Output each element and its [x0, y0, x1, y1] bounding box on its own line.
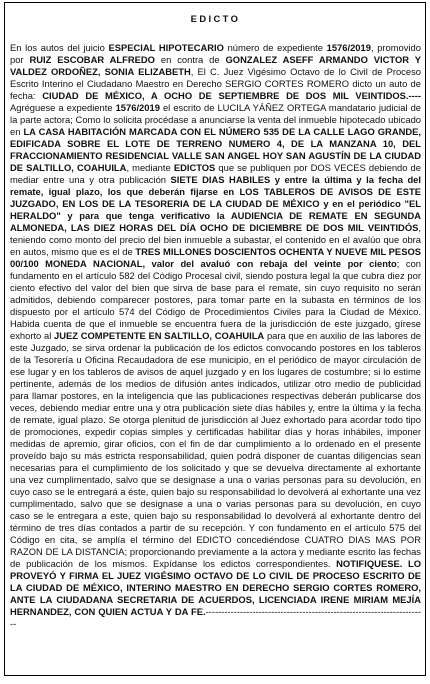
edict-body [10, 42, 421, 630]
text-run: En los autos del juicio [10, 42, 109, 53]
edict-document [4, 2, 426, 676]
text-run: Agréguese a expediente [10, 102, 116, 113]
text-run: en contra de [154, 54, 226, 65]
bold-text-run: JUEZ COMPETENTE EN SALTILLO, COAHUILA [54, 330, 265, 341]
bold-text-run: LA CASA HABITACIÓN MARCADA CON EL NÚMERO 535 DE LA CALLE LAGO GRANDE, EDIFICADA SOBRE EL LOTE DE TERRENO NUMERO 4, DE LA MANZANA 10, DEL FRACCIONAMIENTO RESIDENCIAL VALLE SAN ANGEL HOY SAN AGUSTÍN DE LA CIUDAD DE SALTILLO, COAHUILA [10, 126, 421, 173]
bold-text-run: GONZALEZ ASEFF ARMANDO VICTOR Y VALDEZ ORDOÑEZ, SONIA ELIZABETH [10, 54, 422, 77]
text-run: , teniendo como monto del precio del bien inmueble a subastar, el contenido en el avalúo que obra en autos, mismo que es el de [10, 222, 421, 257]
bold-text-run: CIUDAD DE MÉXICO, A OCHO DE SEPTIEMBRE DE DOS MIL VEINTIDOS.---- [42, 90, 421, 101]
bold-text-run: TRES MILLONES DOSCIENTOS OCHENTA Y NUEVE MIL PESOS 00/100 MONEDA NACIONAL, valor del avaluó con rebaja del veinte por ciento [10, 246, 421, 269]
text-run: número de expediente [223, 42, 327, 53]
text-run: para que en auxilio de las labores de este Juzgado, se sirva ordenar la publicación de los edictos convocando postores en los tableros de la Tesorería u Oficina Recaudadora de ese municipio, en el periódico de mayor circulación de ese lugar y en los tableros de avisos de aquel juzgado y en los lugares de costumbre; si lo estime pertinente, además de los medios de difusión antes indicados, utilizar otro medio de publicidad para llamar postores, en la inteligencia que las publicaciones respectivas deberán publicarse dos veces, debiendo mediar entre una y otra publicación siete días hábiles y, entre la última y la fecha de remate, igual plazo. Se otorga plenitud de jurisdicción al Juez exhortado para acordar todo tipo de promociones, expedir copias simples y certificadas habilitar días y horas inhábiles, imponer medidas de apremio, girar oficios, con el fin de dar cumplimiento a lo ordenado en el presente proveído bajo su más estricta responsabilidad, quien podrá disponer de cuantas diligencias sean necesarias para el cumplimiento de los solicitado y que se devuelva directamente al exhortante una vez cumplimentado, salvo que se designase a una o varias personas para su devolución, en cuyo caso se le entregará a éste, quien bajo su responsabilidad lo devolverá al exhortante una vez cumplimentado, salvo que se designase a una o varias personas para su devolución, en cuyo caso se le entregara a este, quien bajo su responsabilidad lo devolverá al exhortante dentro del término de tres días contados a partir de su recepción. Y con fundamento en el artículo 575 del Código en cita, se amplía el término del EDICTO concediéndose CUATRO DIAS MAS POR RAZON DE LA DISTANCIA; proporcionando previamente a la actora y mediante escrito las fechas de publicación de los mismos. Expídanse los edictos correspondientes. [10, 330, 421, 569]
document-title: EDICTO [190, 13, 241, 24]
text-run: , mediante [126, 162, 174, 173]
text-run: que se publiquen por DOS VECES debiendo de mediar entre una y otra publicación [10, 162, 421, 185]
bold-text-run: 1576/2019 [115, 102, 160, 113]
text-run: , promovido por [10, 42, 421, 65]
text-run: ----------------------------------------------------------------------- [10, 606, 421, 629]
text-run: ; con fundamento en el artículo 582 del Código Procesal civil, siendo postura legal la que cubra diez por ciento efectivo del valor del bien que sirva de base para el remate, sin cuyo requisito no serán admitidos, debiendo comparecer postores, para tomar parte en la subasta en términos de los dispuesto por el artículo 574 del Código de Procedimientos Civiles para la Ciudad de México. Habida cuenta de que el inmueble se encuentra fuera de la jurisdicción de este juzgado, gírese exhorto al [10, 258, 422, 341]
bold-text-run: EDICTOS [173, 162, 216, 173]
bold-text-run: RUIZ ESCOBAR ALFREDO [29, 54, 155, 65]
bold-text-run: 1576/2019 [326, 42, 371, 53]
bold-text-run: NOTIFIQUESE. LO PROVEYÓ Y FIRMA EL JUEZ VIGÉSIMO OCTAVO DE LO CIVIL DE PROCESO ESCRITO DE LA CIUDAD DE MÉXICO, INTERINO MAESTRO EN DERECHO SERGIO CORTES ROMERO, ANTE LA CIUDADANA SECRETARIA DE ACUERDOS, LICENCIADA IRENE MIRIAM MEJÍA HERNANDEZ, CON QUIEN ACTUA Y DA FE. [10, 558, 421, 617]
text-run: , El C. Juez Vigésimo Octavo de lo Civil de Proceso Escrito Interino el Ciudadano Maestro en Derecho SERGIO CORTES ROMERO dicto un auto de fecha: [10, 66, 421, 101]
bold-text-run: ESPECIAL HIPOTECARIO [108, 42, 224, 53]
text-run: el escrito de LUCILA YÁÑEZ ORTEGA mandatario judicial de la parte actora; Como lo solicita procédase a anunciarse la venta del inmueble hipotecado ubicado en [10, 102, 421, 137]
bold-text-run: SIETE DIAS HABILES y entre la última y la fecha del remate, igual plazo, los que deberán fijarse en LOS TABLEROS DE AVISOS DE ESTE JUZGADO, EN LOS DE LA TESORERIA DE LA CIUDAD DE MÉXICO y en el periódico "EL HERALDO" y para que tenga verificativo la AUDIENCIA DE REMATE EN SEGUNDA ALMONEDA, LAS DIEZ HORAS DEL DÍA OCHO DE DICIEMBRE DE DOS MIL VEINTIDÓS [10, 174, 421, 233]
